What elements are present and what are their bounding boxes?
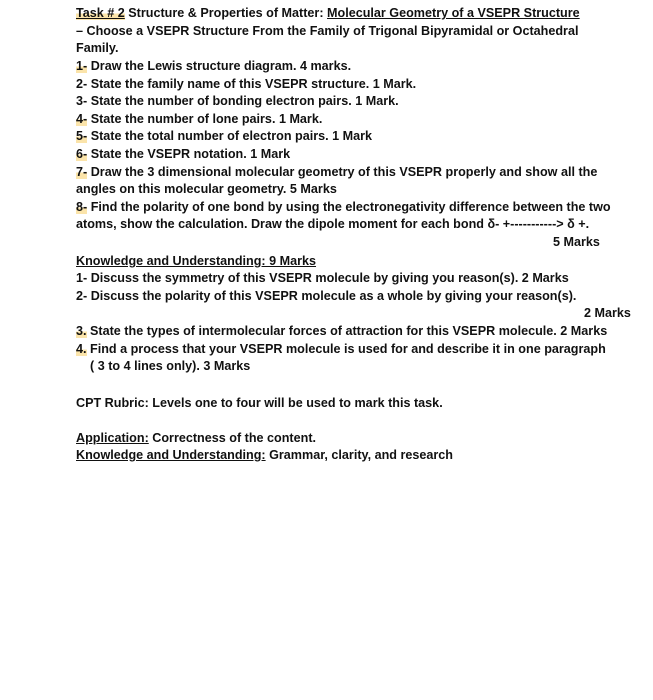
task-header <box>76 5 580 22</box>
ku-heading: Knowledge and Understanding: 9 Marks <box>76 254 317 268</box>
application-item-2: 2- State the family name of this VSEPR structure. 1 Mark. <box>76 77 417 91</box>
rubric-line: CPT Rubric: Levels one to four will be used to mark this task. <box>76 396 443 410</box>
application-item-1: 1- Draw the Lewis structure diagram. 4 marks. <box>76 59 352 73</box>
ku-item-4-continued: ( 3 to 4 lines only). 3 Marks <box>90 359 251 373</box>
application-item-3: 3- State the number of bonding electron pairs. 1 Mark. <box>76 94 399 108</box>
application-item-8: 8- Find the polarity of one bond by using the electronegativity difference between the two <box>76 200 611 214</box>
criteria-application: Application: Correctness of the content. <box>76 431 317 445</box>
application-item-7-continued: angles on this molecular geometry. 5 Marks <box>76 182 337 196</box>
ku-item-2-marks: 2 Marks <box>584 306 631 320</box>
application-item-7: 7- Draw the 3 dimensional molecular geometry of this VSEPR properly and show all the <box>76 165 598 179</box>
ku-item-2: 2- Discuss the polarity of this VSEPR molecule as a whole by giving your reason(s). <box>76 289 577 303</box>
task-label: Task # 2 <box>76 6 125 20</box>
intro-line-2: Family. <box>76 41 119 55</box>
task-subtitle: Molecular Geometry of a VSEPR Structure <box>327 6 580 20</box>
intro-line-1: – Choose a VSEPR Structure From the Family of Trigonal Bipyramidal or Octahedral <box>76 24 579 38</box>
ku-item-4: 4. Find a process that your VSEPR molecule is used for and describe it in one paragraph <box>76 342 606 356</box>
ku-item-1: 1- Discuss the symmetry of this VSEPR molecule by giving you reason(s). 2 Marks <box>76 271 569 285</box>
application-item-5: 5- State the total number of electron pairs. 1 Mark <box>76 129 373 143</box>
application-item-8-continued: atoms, show the calculation. Draw the dipole moment for each bond δ- +-----------> δ +. <box>76 217 590 231</box>
application-item-8-marks: 5 Marks <box>553 235 600 249</box>
application-item-6: 6- State the VSEPR notation. 1 Mark <box>76 147 291 161</box>
criteria-knowledge: Knowledge and Understanding: Grammar, clarity, and research <box>76 448 453 462</box>
task-topic: Structure & Properties of Matter: <box>128 6 324 20</box>
ku-item-3: 3. State the types of intermolecular forces of attraction for this VSEPR molecule. 2 Marks <box>76 324 608 338</box>
application-item-4: 4- State the number of lone pairs. 1 Mark. <box>76 112 323 126</box>
